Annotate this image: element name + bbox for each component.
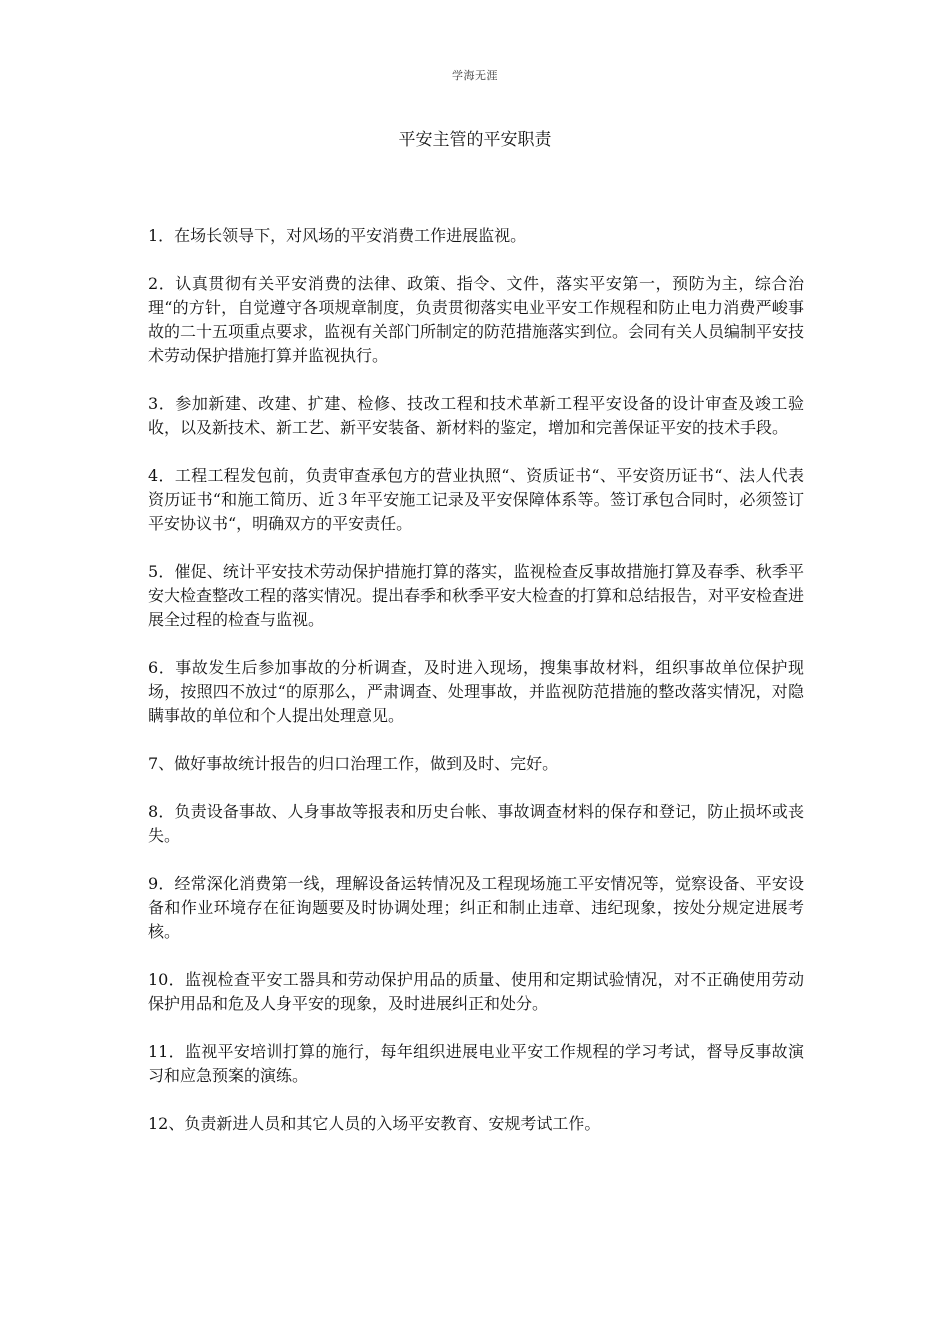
- paragraph-9: 9．经常深化消费第一线，理解设备运转情况及工程现场施工平安情况等，觉察设备、平安设备和作业环境存在征询题要及时协调处理；纠正和制止违章、违纪现象，按处分规定进展考核。: [148, 874, 804, 941]
- paragraph-10: 10．监视检查平安工器具和劳动保护用品的质量、使用和定期试验情况，对不正确使用劳动保护用品和危及人身平安的现象，及时进展纠正和处分。: [148, 970, 804, 1013]
- paragraph-12: 12、负责新进人员和其它人员的入场平安教育、安规考试工作。: [148, 1114, 601, 1133]
- paragraph-3: 3．参加新建、改建、扩建、检修、技改工程和技术革新工程平安设备的设计审查及竣工验收，以及新技术、新工艺、新平安装备、新材料的鉴定，增加和完善保证平安的技术手段。: [148, 394, 804, 437]
- paragraph-1: 1．在场长领导下，对风场的平安消费工作进展监视。: [148, 226, 527, 245]
- paragraph-11: 11．监视平安培训打算的施行，每年组织进展电业平安工作规程的学习考试，督导反事故演习和应急预案的演练。: [148, 1042, 804, 1085]
- paragraph-5: 5．催促、统计平安技术劳动保护措施打算的落实，监视检查反事故措施打算及春季、秋季平安大检查整改工程的落实情况。提出春季和秋季平安大检查的打算和总结报告，对平安检查进展全过程的检查与监视。: [148, 562, 805, 629]
- paragraph-8: 8．负责设备事故、人身事故等报表和历史台帐、事故调查材料的保存和登记，防止损坏或丧失。: [148, 802, 804, 845]
- paragraph-2: 2．认真贯彻有关平安消费的法律、政策、指令、文件，落实平安第一，预防为主，综合治理“的方针，自觉遵守各项规章制度，负责贯彻落实电业平安工作规程和防止电力消费严峻事故的二十五项重点要求，监视有关部门所制定的防范措施落实到位。会同有关人员编制平安技术劳动保护措施打算并监视执行。: [148, 274, 805, 365]
- document-body: [148, 224, 804, 1160]
- paragraph-7: 7、做好事故统计报告的归口治理工作，做到及时、完好。: [148, 754, 559, 773]
- paragraph-6: 6．事故发生后参加事故的分析调查，及时进入现场，搜集事故材料，组织事故单位保护现场，按照四不放过“的原那么，严肃调查、处理事故，并监视防范措施的整改落实情况，对隐瞒事故的单位和个人提出处理意见。: [148, 658, 804, 725]
- document-title: 平安主管的平安职责: [398, 130, 552, 150]
- paragraph-4: 4．工程工程发包前，负责审查承包方的营业执照“、资质证书“、平安资历证书“、法人代表资历证书“和施工简历、近３年平安施工记录及平安保障体系等。签订承包合同时，必须签订平安协议书“，明确双方的平安责任。: [148, 466, 804, 533]
- page-header: 学海无涯: [452, 69, 498, 82]
